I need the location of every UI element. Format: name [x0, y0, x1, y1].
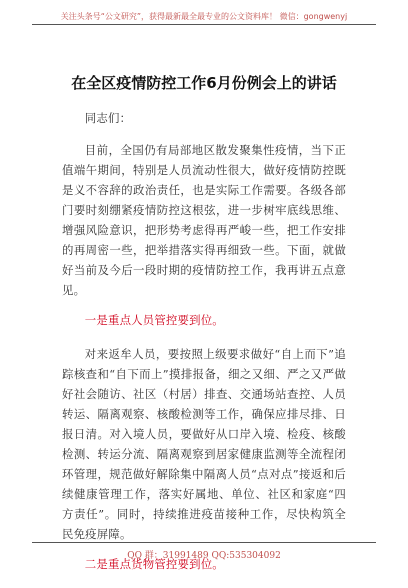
document-title: 在全区疫情防控工作6月份例会上的讲话 — [71, 74, 337, 92]
section-heading-2: 二是重点货物管控要到位。 — [84, 557, 224, 571]
section-1-paragraph: 对来返牟人员，要按照上级要求做好“自上而下”追踪核查和“自下而上”摸排报备，细之又细、严之又严做好社会随访、社区（村居）排查、交通场站查控、人员转运、隔离观察、核酸检测等工作，确保应排尽排、日报日清。对入境人员，要做好从口岸入境、检疫、核酸检测、转运分流、隔离观察到居家健康监测等全流程闭环管理，规范做好解除集中隔离人员“点对点”接返和后续健康管理工作，落实好属地、单位、社区和家庭“四方责任”。同时，持续推进疫苗接种工作，尽快构筑全民免疫屏障。 — [62, 347, 346, 541]
section-heading-1: 一是重点人员管控要到位。 — [84, 313, 224, 327]
document-body — [62, 100, 346, 588]
header-promo-text: 关注头条号“公文研究”，获得最新最全最专业的公文资料库！ 微信：gongwenyj — [60, 12, 348, 21]
greeting: 同志们： — [84, 111, 132, 125]
intro-paragraph: 目前，全国仍有局部地区散发聚集性疫情，当下正值端午期间，特别是人员流动性很大，做好疫情防控既是义不容辞的政治责任，也是实际工作需要。各级各部门要时刻绷紧疫情防控这根弦，进一步树牢底线思维、增强风险意识，把形势考虑得再严峻一些，把工作安排的再周密一些，把举措落实得再细致一些。下面，就做好当前及今后一段时期的疫情防控工作，我再讲五点意见。 — [62, 143, 346, 297]
page-header — [32, 4, 376, 25]
page-footer — [32, 542, 376, 561]
footer-contact-text: QQ 群：31991489 QQ:535304092 — [127, 551, 281, 561]
